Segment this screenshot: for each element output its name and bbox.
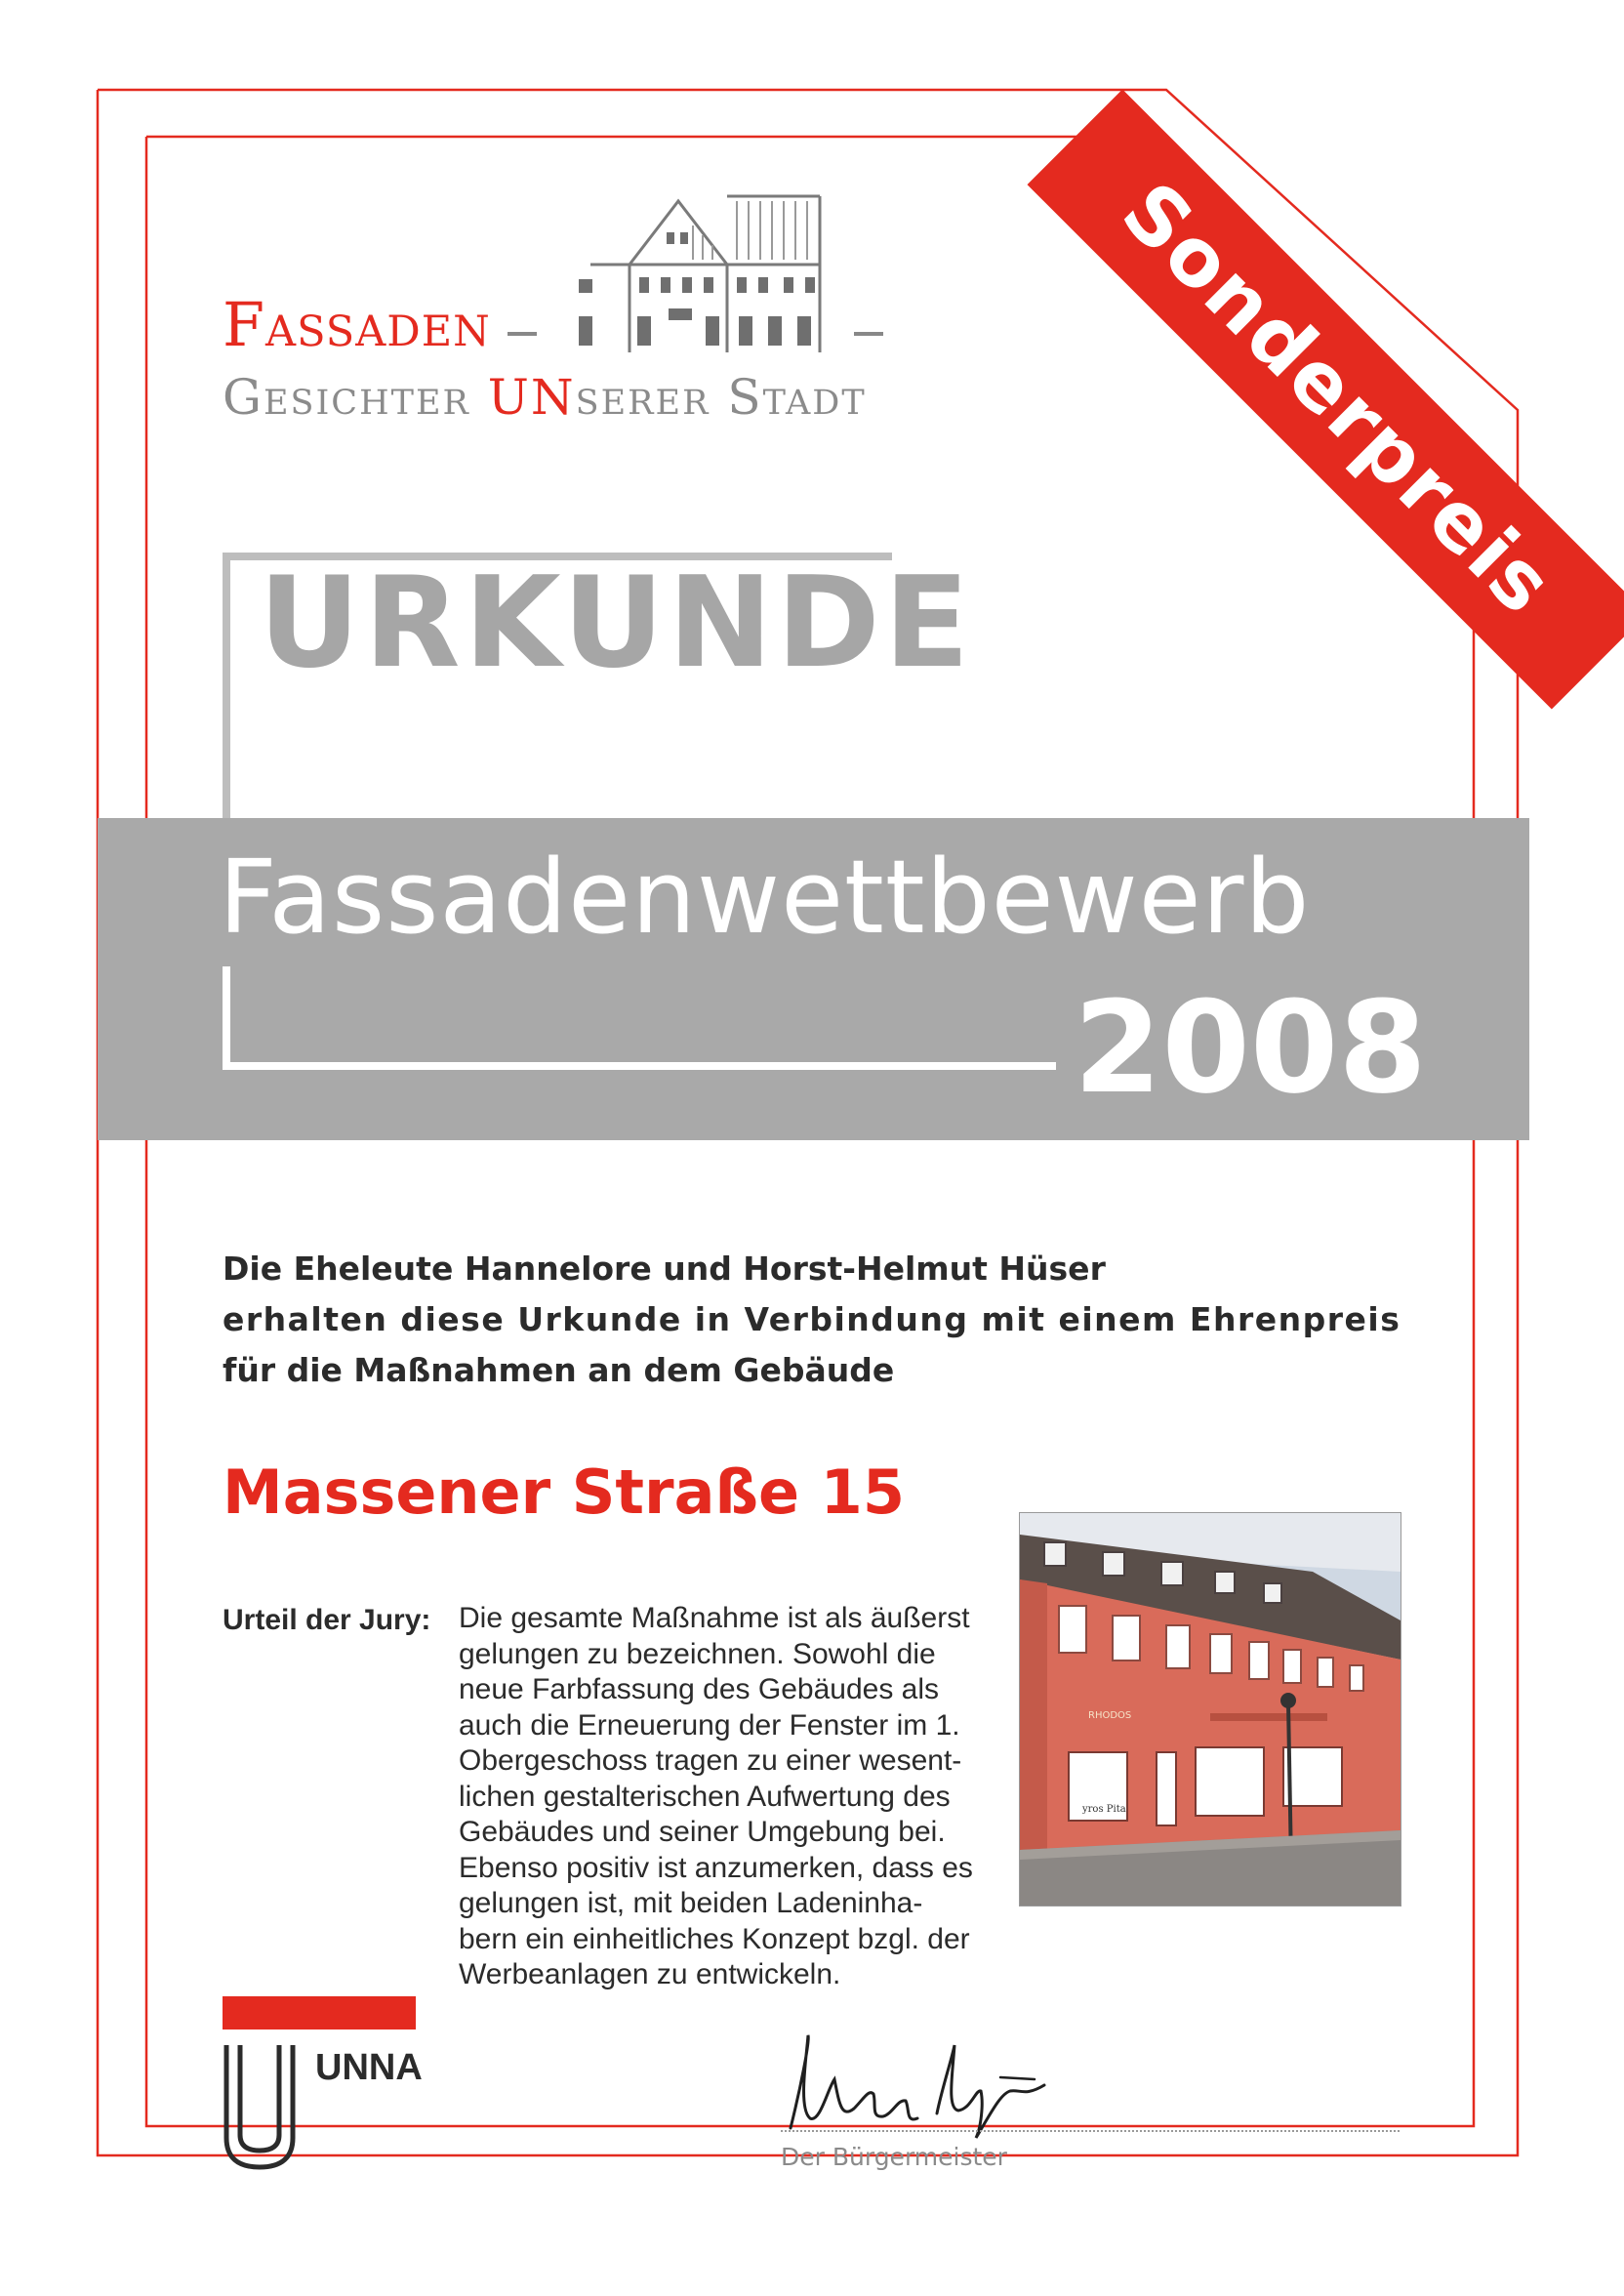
logo-subtitle-part1: Gesichter <box>223 369 488 426</box>
unna-logo-bar <box>223 1996 416 2030</box>
shop-window-text: yros Pita <box>1082 1804 1126 1815</box>
jury-line: Werbeanlagen zu entwickeln. <box>459 1958 841 1990</box>
recipient-line: erhalten diese Urkunde in Verbindung mit einem Ehrenpreis <box>223 1300 1401 1338</box>
unna-u-icon <box>221 2045 299 2172</box>
competition-year: 2008 <box>1074 973 1427 1122</box>
signature-line <box>781 2130 1400 2132</box>
jury-line: Ebenso positiv ist anzumerken, dass es <box>459 1851 973 1884</box>
recipient-line: Die Eheleute Hannelore und Horst-Helmut Hüser <box>223 1250 1106 1288</box>
jury-line: Obergeschoss tragen zu einer wesent- <box>459 1744 962 1777</box>
logo-subtitle-un: UN <box>487 369 576 426</box>
logo-subtitle <box>223 369 867 426</box>
logo-subtitle-part2: serer Stadt <box>575 369 867 426</box>
competition-title: Fassadenwettbewerb <box>219 838 1311 957</box>
competition-bracket <box>223 966 1056 1070</box>
shop-sign-left: RHODOS <box>1088 1710 1132 1721</box>
urkunde-heading: URKUNDE <box>259 551 974 696</box>
jury-label: Urteil der Jury: <box>223 1604 431 1636</box>
jury-verdict <box>459 1601 991 1993</box>
recipient-text <box>223 1244 1433 1396</box>
signature-caption: Der Bürgermeister <box>781 2143 1007 2171</box>
jury-line: auch die Erneuerung der Fenster im 1. <box>459 1708 960 1742</box>
logo-title: Fassaden <box>223 289 491 360</box>
jury-line: Gebäudes und seiner Umgebung bei. <box>459 1816 946 1848</box>
logo-dash <box>854 332 883 336</box>
house-facade-icon <box>571 191 834 357</box>
recipient-line: für die Maßnahmen an dem Gebäude <box>223 1351 895 1389</box>
jury-line: lichen gestalterischen Aufwertung des <box>459 1780 951 1813</box>
building-photo <box>1019 1512 1401 1906</box>
ribbon-label: Sonderpreis <box>1103 165 1571 634</box>
jury-line: Die gesamte Maßnahme ist als äußerst <box>459 1602 970 1634</box>
building-address: Massener Straße 15 <box>223 1456 905 1528</box>
jury-line: neue Farbfassung des Gebäudes als <box>459 1673 939 1705</box>
jury-line: gelungen ist, mit beiden Ladeninha- <box>459 1887 923 1919</box>
unna-logo-text: UNNA <box>315 2047 423 2088</box>
jury-line: gelungen zu bezeichnen. Sowohl die <box>459 1637 936 1670</box>
logo-dash <box>508 332 537 336</box>
jury-line: bern ein einheitliches Konzept bzgl. der <box>459 1922 970 1955</box>
mayor-signature <box>781 2021 1064 2148</box>
